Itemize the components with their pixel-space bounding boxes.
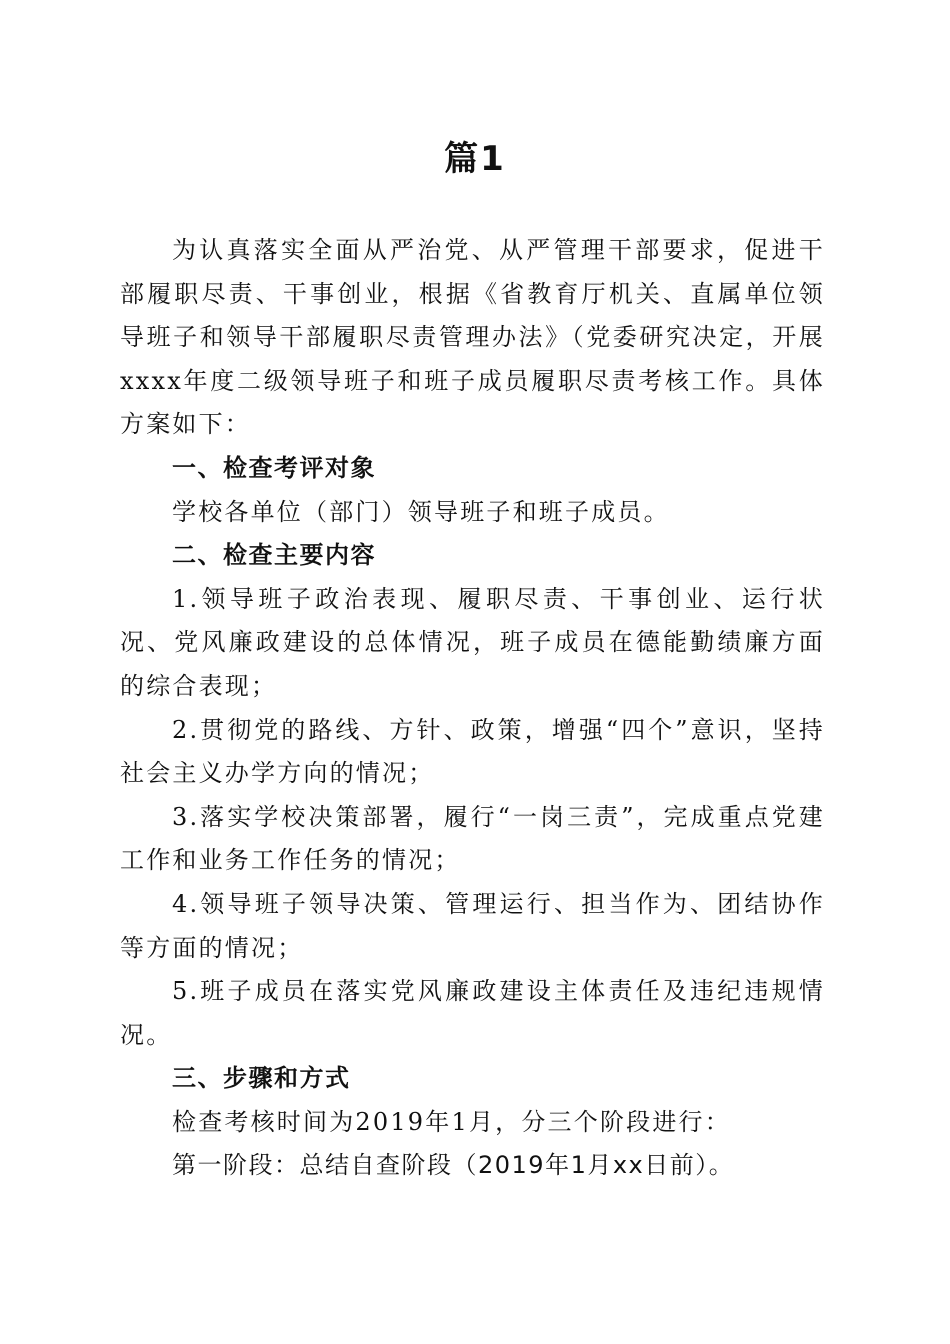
document-body bbox=[120, 229, 825, 1188]
intro-paragraph: 为认真落实全面从严治党、从严管理干部要求，促进干部履职尽责、干事创业，根据《省教育厅机关、直属单位领导班子和领导干部履职尽责管理办法》（党委研究决定，开展xxxx年度二级领导班子和班子成员履职尽责考核工作。具体方案如下： bbox=[120, 236, 825, 439]
section-steps-text: 检查考核时间为2019年1月，分三个阶段进行： bbox=[172, 1107, 731, 1136]
section-heading-targets: 一、检查考评对象 bbox=[172, 453, 376, 482]
content-item: 3.落实学校决策部署，履行“一岗三责”，完成重点党建工作和业务工作任务的情况； bbox=[120, 802, 825, 875]
section-heading-content: 二、检查主要内容 bbox=[172, 541, 376, 570]
stage-one-text: 第一阶段：总结自查阶段（2019年1月xx日前）。 bbox=[172, 1151, 735, 1180]
content-item: 5.班子成员在落实党风廉政建设主体责任及违纪违规情况。 bbox=[120, 977, 825, 1049]
section-heading-steps: 三、步骤和方式 bbox=[172, 1064, 351, 1093]
document-title: 篇1 bbox=[444, 139, 506, 179]
content-item: 2.贯彻党的路线、方针、政策，增强“四个”意识，坚持社会主义办学方向的情况； bbox=[120, 715, 825, 788]
content-item: 4.领导班子领导决策、管理运行、担当作为、团结协作等方面的情况； bbox=[120, 889, 825, 962]
content-item: 1.领导班子政治表现、履职尽责、干事创业、运行状况、党风廉政建设的总体情况，班子成员在德能勤绩廉方面的综合表现； bbox=[120, 584, 825, 700]
section-targets-text: 学校各单位（部门）领导班子和班子成员。 bbox=[172, 497, 670, 526]
